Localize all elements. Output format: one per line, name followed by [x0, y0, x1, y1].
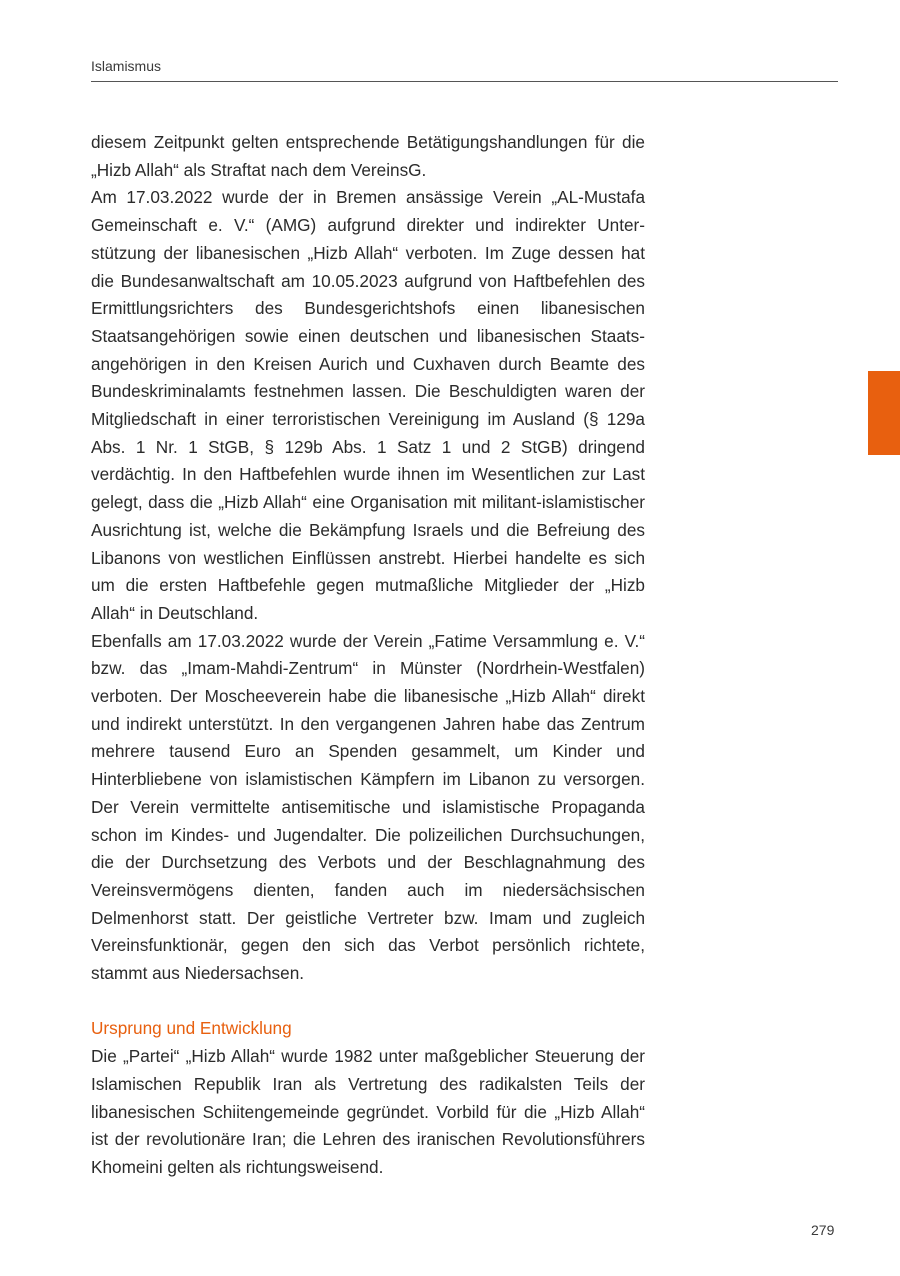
paragraph-1: diesem Zeitpunkt gelten entsprechende Betätigungshandlungen für die „Hizb Allah“ als Straftat nach dem VereinsG. — [91, 132, 645, 180]
paragraph-3: Ebenfalls am 17.03.2022 wurde der Verein „Fatime Versammlung e. V.“ bzw. das „Imam-Mahdi-Zentrum“ in Münster (Nordrhein-Westfalen) verboten. Der Moscheeverein habe die libanesische „Hizb Allah“ direkt und indirekt unterstützt. In den vergangenen Jahren habe das Zentrum mehrere tausend Euro an Spenden gesammelt, um Kinder und Hinterbliebene von islamistischen Kämpfern im Libanon zu versorgen. Der Verein vermittelte antisemitische und islamistische Propaganda schon im Kindes- und Jugendalter. Die polizeilichen Durchsuchungen, die der Durchsetzung des Verbots und der Beschlagnahmung des Vereinsvermögens dienten, fanden auch im niedersächsischen Delmenhorst statt. Der geistliche Vertreter bzw. Imam und zugleich Vereinsfunktionär, gegen den sich das Verbot persönlich richtete, stammt aus Niedersachsen. — [91, 630, 645, 984]
section-paragraph: Die „Partei“ „Hizb Allah“ wurde 1982 unter maßgeblicher Steuerung der Islamischen Republik Iran als Vertretung des radikalsten Teils der libanesischen Schiitengemeinde gegründet. Vorbild für die „Hizb Allah“ ist der revolutionäre Iran; die Lehren des iranischen Revolutionsführers Khomeini gelten als richtungsweisend. — [91, 1046, 645, 1177]
main-text-column — [91, 129, 645, 1182]
chapter-marker-tab — [868, 371, 900, 455]
section-heading: Ursprung und Entwicklung — [91, 1018, 292, 1039]
page-number: 279 — [811, 1222, 835, 1238]
header-rule — [91, 81, 838, 82]
paragraph-2: Am 17.03.2022 wurde der in Bremen ansässige Verein „AL-Mustafa Gemeinschaft e. V.“ (AMG) aufgrund direkter und indirekter Unterstützung der libanesischen „Hizb Allah“ verboten. Im Zuge dessen hat die Bundesanwaltschaft am 10.05.2023 aufgrund von Haftbefehlen des Ermittlungsrichters des Bundesgerichtshofs einen libanesischen Staatsangehörigen sowie einen deutschen und libanesischen Staatsangehörigen in den Kreisen Aurich und Cuxhaven durch Beamte des Bundeskriminalamts festnehmen lassen. Die Beschuldigten waren der Mitgliedschaft in einer terroristischen Vereinigung im Ausland (§ 129a Abs. 1 Nr. 1 StGB, § 129b Abs. 1 Satz 1 und 2 StGB) dringend verdächtig. In den Haftbefehlen wurde ihnen im Wesentlichen zur Last gelegt, dass die „Hizb Allah“ eine Organisation mit militant-islamistischer Ausrichtung ist, welche die Bekämpfung Israels und die Befreiung des Libanons von westlichen Einflüssen anstrebt. Hierbei handelte es sich um die ersten Haftbefehle gegen mutmaßliche Mitglieder der „Hizb Allah“ in Deutschland. — [91, 187, 645, 623]
running-title: Islamismus — [91, 58, 162, 74]
